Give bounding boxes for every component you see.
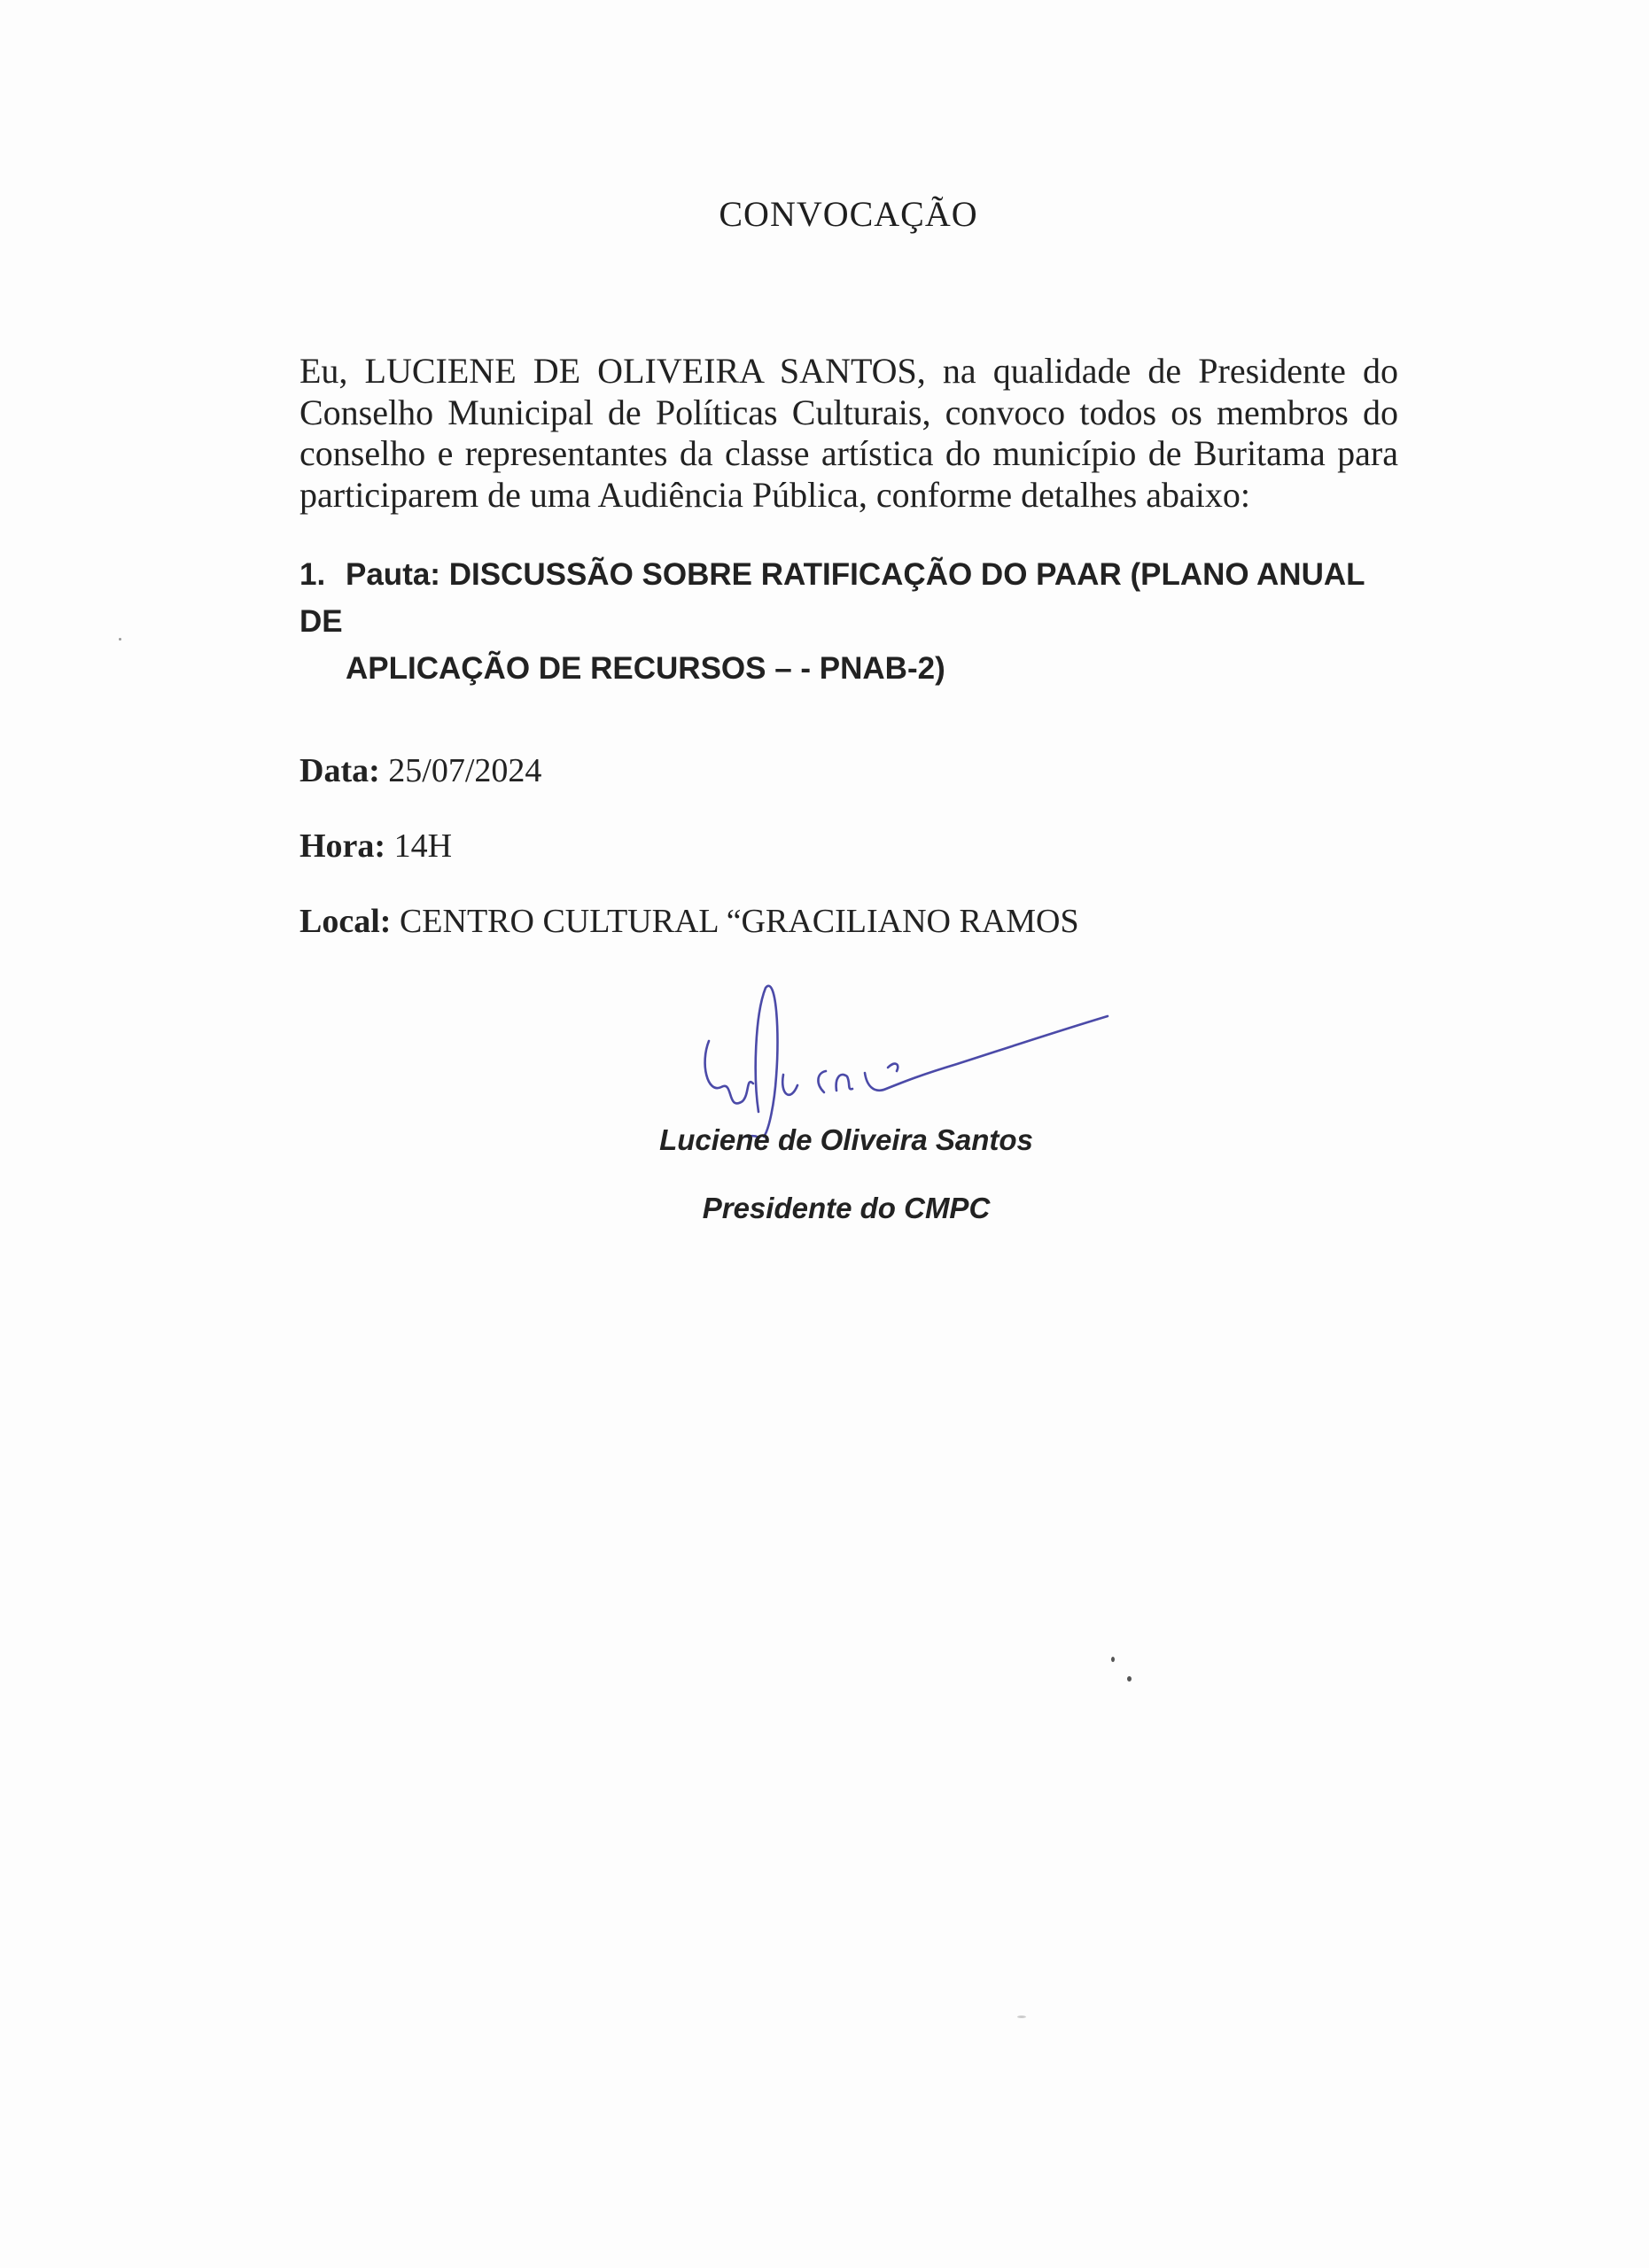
time-row [299, 827, 452, 866]
scan-speck [1111, 1657, 1115, 1662]
signature-stroke-7 [888, 1064, 898, 1071]
handwritten-signature [691, 979, 1116, 1138]
signature-stroke-5 [836, 1075, 852, 1091]
signature-stroke-1 [705, 1041, 753, 1103]
signature-stroke-6 [865, 1016, 1108, 1091]
signature-stroke-2 [756, 986, 778, 1137]
date-value: 25/07/2024 [388, 752, 542, 789]
scan-speck [1017, 2016, 1026, 2018]
date-label: Data: [299, 752, 380, 789]
agenda-text-line1: DISCUSSÃO SOBRE RATIFICAÇÃO DO PAAR (PLANO ANUAL DE [299, 557, 1365, 639]
agenda-number: 1. [299, 557, 326, 592]
scan-speck [119, 638, 121, 641]
place-row [299, 902, 1079, 941]
time-value: 14H [393, 827, 453, 865]
agenda-text-line2: APLICAÇÃO DE RECURSOS – - PNAB-2) [346, 651, 945, 686]
signatory-role: Presidente do CMPC [702, 1192, 991, 1224]
signatory-name: Luciene de Oliveira Santos [659, 1123, 1033, 1156]
signature-stroke-3 [782, 1075, 797, 1095]
time-label: Hora: [299, 827, 386, 865]
agenda-label: Pauta: [346, 557, 440, 592]
agenda-item [299, 551, 1416, 692]
signature-stroke-4 [818, 1071, 826, 1092]
place-label: Local: [299, 903, 392, 940]
document-title: CONVOCAÇÃO [719, 194, 978, 234]
scan-speck [1127, 1676, 1132, 1682]
date-row [299, 751, 541, 790]
place-value: CENTRO CULTURAL “GRACILIANO RAMOS [399, 903, 1079, 940]
convocation-paragraph: Eu, LUCIENE DE OLIVEIRA SANTOS, na qualidade de Presidente do Conselho Municipal de Políticas Culturais, convoco todos os membros do conselho e representantes da classe artística do município de Buritama para participarem de uma Audiência Pública, conforme detalhes abaixo: [299, 351, 1398, 515]
